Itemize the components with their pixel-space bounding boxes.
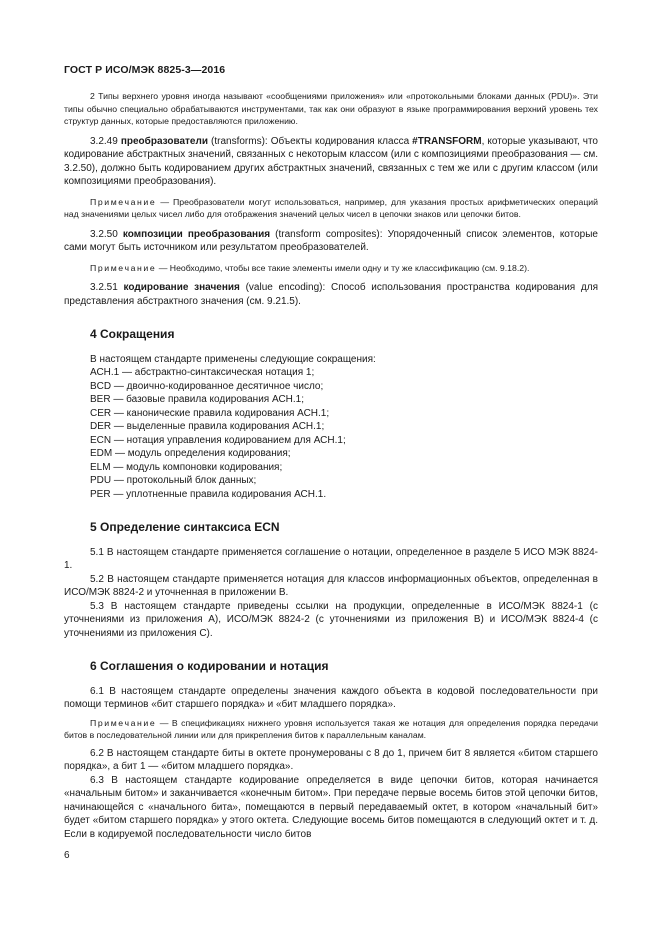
definition-text: (value encoding): Способ использования пространства кодирования для представления абстрактного значения (см. 9.21.5). (64, 282, 599, 307)
paragraph-6-1: 6.1 В настоящем стандарте определены значения каждого объекта в кодовой последовательности при помощи терминов «бит старшего порядка» и «бит младшего порядка». (64, 685, 598, 710)
definition-text: (transforms): Объекты кодирования класса (208, 135, 413, 147)
section-6-title: 6 Соглашения о кодировании и нотация (90, 659, 329, 673)
class-name: #TRANSFORM (412, 135, 482, 147)
page-content (64, 90, 598, 841)
definition-text: (transform composites): Упорядоченный список элементов, которые сами могут быть источником или результатом преобразователей. (64, 228, 598, 253)
definition-number: 3.2.51 (90, 282, 118, 293)
section-4-title: 4 Сокращения (90, 327, 175, 341)
abbreviation-item: АСН.1 — абстрактно-синтаксическая нотация 1; (90, 367, 315, 378)
definition-number: 3.2.50 (90, 228, 118, 240)
definition-3-2-50 (64, 228, 598, 255)
note-6-1 (64, 717, 598, 742)
note-text: — В спецификациях нижнего уровня используется такая же нотация для определения порядка передачи битов в последовательной линии или для прикрепления битов к параллельным каналам. (64, 717, 598, 740)
definition-term: кодирование значения (123, 282, 240, 293)
abbreviations-list (90, 366, 598, 501)
abbreviation-item: BCD — двоично-кодированное десятичное число; (90, 380, 324, 392)
definition-term: преобразователи (120, 135, 208, 147)
page-number: 6 (64, 850, 70, 861)
abbreviation-item: BER — базовые правила кодирования АСН.1; (90, 394, 304, 405)
note-3-2-49 (64, 196, 598, 221)
abbreviation-item: PDU — протокольный блок данных; (90, 475, 257, 486)
paragraph-5-2: 5.2 В настоящем стандарте применяется нотация для классов информационных объектов, определенная в ИСО/МЭК 8824-2 и уточненная в приложении В. (64, 573, 598, 598)
note-label: Примечание (90, 196, 157, 207)
note-label: Примечание (90, 262, 157, 273)
definition-term: композиции преобразования (122, 228, 271, 240)
note-3-2-50 (64, 262, 598, 275)
note-label: Примечание (90, 717, 157, 728)
note-2: 2 Типы верхнего уровня иногда называют «сообщениями приложения» или «протокольными блоками данных (PDU)». Эти типы обычно специально обрабатываются инструментами, так как они образуют в языке программирования верхний уровень тех структур данных, которые предоставляются приложению. (64, 91, 598, 126)
note-text: — Преобразователи могут использоваться, например, для указания простых арифметических операций над значениями целых чисел либо для отображения значений целых чисел в цепочки знаков или цепочки битов. (64, 196, 598, 219)
document-header: ГОСТ Р ИСО/МЭК 8825-3—2016 (64, 64, 226, 76)
abbreviation-item: EDM — модуль определения кодирования; (90, 448, 291, 459)
section-5-title: 5 Определение синтаксиса ECN (90, 520, 280, 534)
definition-3-2-49 (64, 135, 598, 189)
paragraph-5-3: 5.3 В настоящем стандарте приведены ссылки на продукции, определенные в ИСО/МЭК 8824-1 (с уточнениями из приложения А), ИСО/МЭК 8824-2 (с уточнениями из приложения В) и ИСО/МЭК 8824-4 (с уточнениями из приложения С). (64, 600, 598, 639)
definition-text-rest: , которые указывают, что кодирование абстрактных значений, связанных с некоторым классом (или с композициями преобразования — см. 3.2.50), должно быть кодированием других абстрактных значений, связанных с тем же или с другим классом (или композициями преобразования). (64, 135, 598, 187)
paragraph-6-3: 6.3 В настоящем стандарте кодирование определяется в виде цепочки битов, которая начинается «начальным битом» и заканчивается «конечным битом». При передаче первые восемь битов этой цепочки битов, начинающейся с «начального бита», помещаются в первый передаваемый октет, в котором «начальный бит» будет «битом старшего порядка» у этого октета. Следующие восемь битов помещаются в следующий октет и т. д. Если в кодируемой последовательности число битов (64, 774, 598, 840)
definition-3-2-51 (64, 281, 598, 308)
abbreviation-item: DER — выделенные правила кодирования АСН.1; (90, 421, 325, 432)
abbreviation-item: ECN — нотация управления кодированием для АСН.1; (90, 434, 346, 446)
abbreviation-item: ELM — модуль компоновки кодирования; (90, 461, 283, 473)
note-text: — Необходимо, чтобы все такие элементы имели одну и ту же классификацию (см. 9.18.2). (156, 262, 530, 273)
section-4-intro: В настоящем стандарте применены следующие сокращения: (90, 353, 376, 365)
definition-number: 3.2.49 (90, 135, 118, 147)
abbreviation-item: CER — канонические правила кодирования АСН.1; (90, 407, 330, 419)
paragraph-6-2: 6.2 В настоящем стандарте биты в октете пронумерованы с 8 до 1, причем бит 8 является «битом старшего порядка», а бит 1 — «битом младшего порядка». (64, 747, 598, 772)
abbreviation-item: PER — уплотненные правила кодирования АСН.1. (90, 488, 327, 500)
paragraph-5-1: 5.1 В настоящем стандарте применяется соглашение о нотации, определенное в разделе 5 ИСО МЭК 8824-1. (64, 546, 598, 571)
